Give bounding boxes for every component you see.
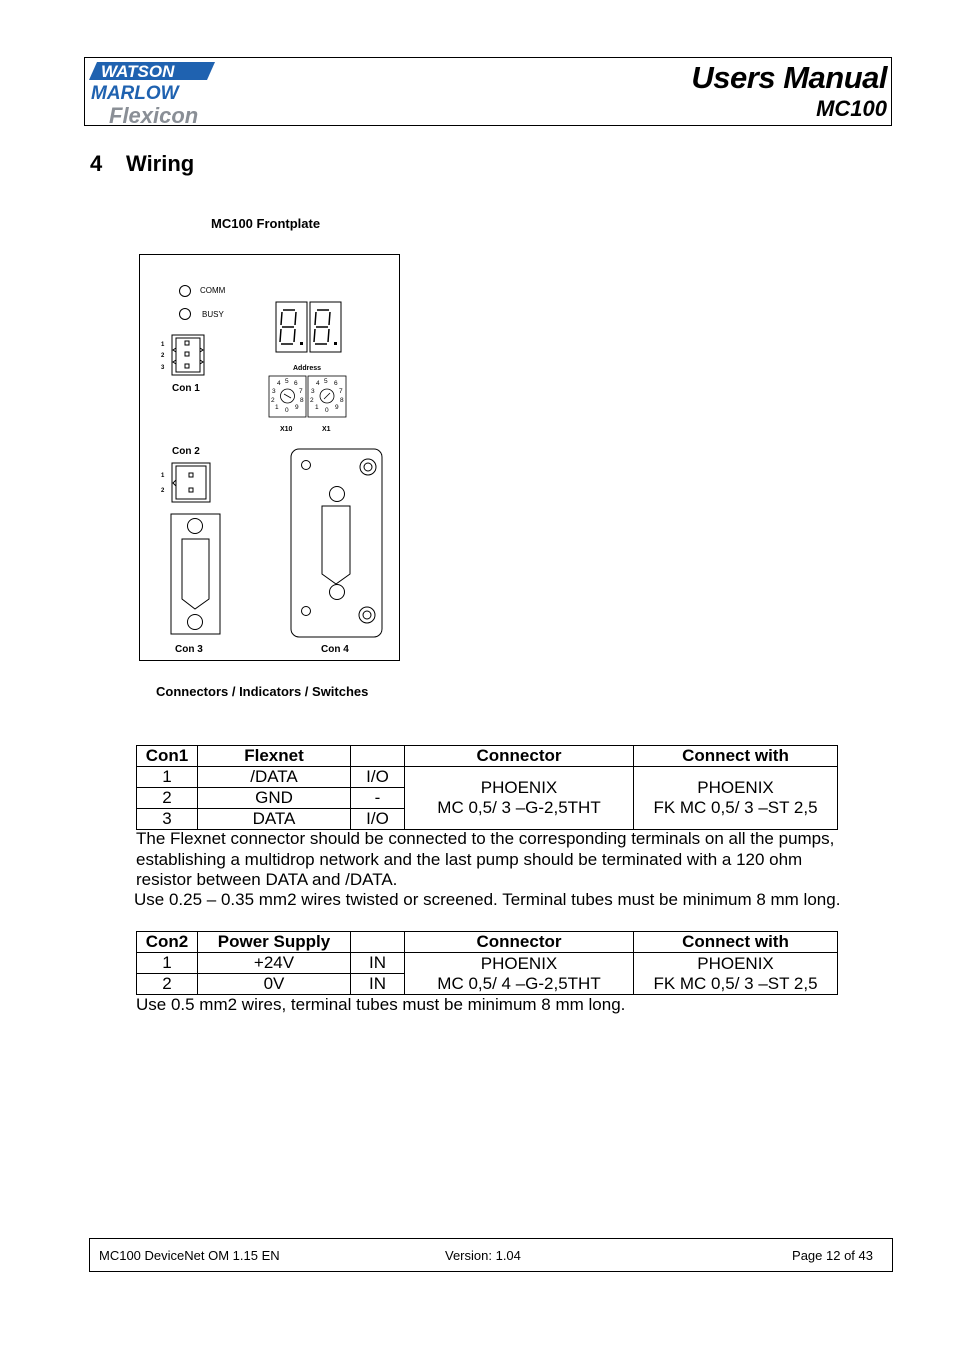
table-cell: DATA (198, 809, 351, 830)
x10-digit-5: 5 (285, 378, 289, 385)
x10-digit-4: 4 (277, 380, 281, 387)
paragraph-line: establishing a multidrop network and the last pump should be terminated with a 120 ohm (136, 849, 803, 869)
table-header: Connect with (634, 746, 838, 767)
table-header: Flexnet (198, 746, 351, 767)
x1-digit-6: 6 (334, 380, 338, 387)
table-cell: 1 (137, 767, 198, 788)
table-cell: +24V (198, 953, 351, 974)
paragraph-line: resistor between DATA and /DATA. (136, 870, 398, 889)
figure-title: MC100 Frontplate (211, 216, 321, 231)
table-cell: 2 (137, 788, 198, 809)
x1-digit-4: 4 (316, 380, 320, 387)
manual-title: Users Manual (691, 60, 887, 95)
con1-label: Con 1 (172, 383, 200, 394)
con2-table (136, 931, 838, 995)
table-header: Connector (405, 932, 634, 953)
busy-led (180, 309, 191, 320)
connector-brand: PHOENIX (480, 778, 558, 797)
table-header: Connect with (634, 932, 838, 953)
table-cell: 1 (137, 953, 198, 974)
con1-pin1-label: 1 (161, 342, 165, 348)
frontplate-diagram (139, 254, 400, 661)
section-heading (90, 151, 194, 177)
con2-connector (172, 463, 210, 502)
table-header: Power Supply (198, 932, 351, 953)
table-cell: GND (198, 788, 351, 809)
comm-label: COMM (200, 286, 226, 295)
connector-cell (405, 767, 634, 830)
con4-label: Con 4 (321, 644, 349, 655)
con3-connector (171, 514, 220, 634)
table-cell: 2 (137, 974, 198, 995)
x10-digit-3: 3 (272, 388, 276, 395)
seven-segment-display-right (310, 302, 341, 352)
table-row (137, 767, 838, 788)
table-cell: - (351, 788, 405, 809)
con2-pin1-label: 1 (161, 473, 165, 479)
connect-with-brand: PHOENIX (697, 953, 774, 973)
con1-connector (172, 335, 204, 375)
connector-cell (405, 953, 634, 995)
x1-digit-0: 0 (325, 407, 329, 414)
x1-digit-1: 1 (315, 404, 319, 411)
con4-connector (291, 449, 382, 637)
flexnet-paragraph (136, 829, 876, 891)
x1-digit-5: 5 (324, 378, 328, 385)
logo-line1: WATSON (101, 62, 175, 81)
x10-digit-7: 7 (299, 388, 303, 395)
manual-subtitle: MC100 (816, 96, 887, 121)
footer-page-number: Page 12 of 43 (792, 1248, 873, 1263)
x10-digit-8: 8 (300, 397, 304, 404)
con1-pin3-label: 3 (161, 365, 165, 371)
x1-digit-9: 9 (335, 404, 339, 411)
table-header (351, 746, 405, 767)
table-header: Con2 (137, 932, 198, 953)
x1-digit-2: 2 (310, 397, 314, 404)
frontplate-drawing (139, 254, 400, 661)
connect-with-brand: PHOENIX (697, 778, 774, 797)
footer-version: Version: 1.04 (445, 1248, 521, 1263)
comm-led (180, 286, 191, 297)
figure-caption: Connectors / Indicators / Switches (156, 684, 369, 699)
table-cell: IN (351, 953, 405, 974)
connect-with-model: FK MC 0,5/ 3 –ST 2,5 (653, 973, 818, 993)
page-header (84, 57, 892, 126)
connector-brand: PHOENIX (480, 953, 558, 973)
address-label: Address (293, 365, 322, 372)
table-header (351, 932, 405, 953)
table-cell: 0V (198, 974, 351, 995)
table-cell: IN (351, 974, 405, 995)
connector-model: MC 0,5/ 3 –G-2,5THT (437, 798, 601, 817)
footer-doc-id: MC100 DeviceNet OM 1.15 EN (99, 1248, 280, 1263)
wire-note-2: Use 0.5 mm2 wires, terminal tubes must be minimum 8 mm long. (136, 995, 626, 1014)
connector-model: MC 0,5/ 4 –G-2,5THT (437, 973, 601, 993)
wire-note-1: Use 0.25 – 0.35 mm2 wires twisted or screened. Terminal tubes must be minimum 8 mm long. (134, 890, 841, 909)
table-cell: I/O (351, 809, 405, 830)
x10-digit-6: 6 (294, 380, 298, 387)
table-cell: /DATA (198, 767, 351, 788)
x1-digit-3: 3 (311, 388, 315, 395)
con2-label: Con 2 (172, 446, 200, 457)
x10-label: X10 (280, 426, 293, 433)
busy-label: BUSY (202, 310, 224, 319)
table-header: Con1 (137, 746, 198, 767)
logo-line3: Flexicon (109, 103, 199, 125)
x1-label: X1 (322, 426, 331, 433)
section-title: Wiring (126, 151, 195, 176)
table-cell: I/O (351, 767, 405, 788)
x10-digit-0: 0 (285, 407, 289, 414)
seven-segment-display-left (276, 302, 307, 352)
connect-with-model: FK MC 0,5/ 3 –ST 2,5 (653, 798, 818, 817)
con1-table (136, 745, 838, 830)
connect-with-cell (634, 767, 838, 830)
x10-digit-9: 9 (295, 404, 299, 411)
connect-with-cell (634, 953, 838, 995)
con1-pin2-label: 2 (161, 353, 165, 359)
table-header: Connector (405, 746, 634, 767)
con3-label: Con 3 (175, 644, 203, 655)
watson-marlow-flexicon-logo (87, 59, 217, 125)
table-cell: 3 (137, 809, 198, 830)
x10-digit-2: 2 (271, 397, 275, 404)
section-number: 4 (90, 151, 103, 176)
x1-digit-8: 8 (340, 397, 344, 404)
page-footer (89, 1238, 893, 1272)
logo-line2: MARLOW (91, 83, 179, 104)
paragraph-line: The Flexnet connector should be connected to the corresponding terminals on all the pumps, (136, 829, 835, 848)
table-row (137, 953, 838, 974)
con2-pin2-label: 2 (161, 488, 165, 494)
x1-digit-7: 7 (339, 388, 343, 395)
x10-digit-1: 1 (275, 404, 279, 411)
